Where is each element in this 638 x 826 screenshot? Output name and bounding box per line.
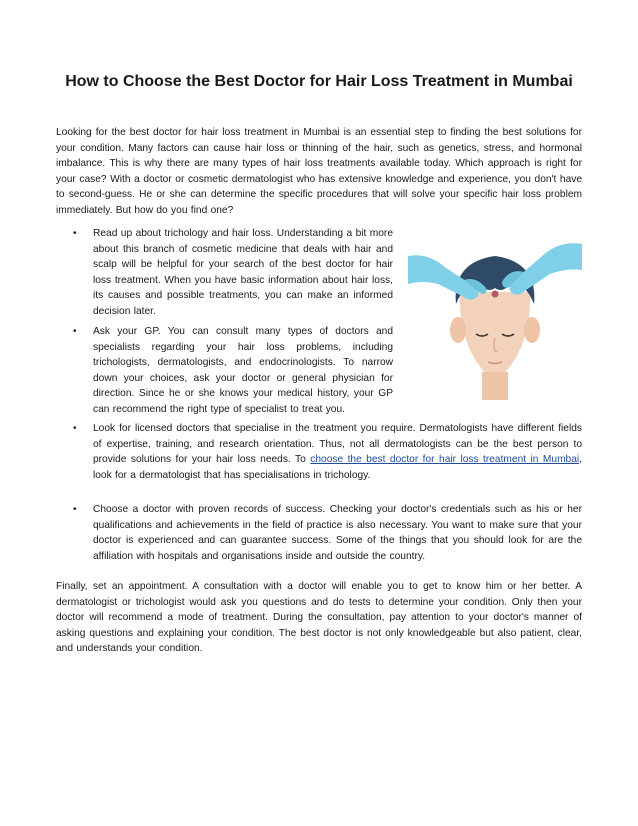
list-item-text-after: , look for a dermatologist that has specialisations in trichology. [93,454,582,481]
bullet-icon: • [73,423,77,434]
doctor-link[interactable]: choose the best doctor for hair loss treatment in Mumbai [310,454,580,466]
list-item-text: Ask your GP. You can consult many types of doctors and specialists regarding your hair loss problems, including trichologists, dermatologists, and endocrinologists. To narrow down your choices, ask your doctor or general physician for direction. Since he or she knows your medical history, your GP can recommend the right type of specialist to treat you. [93,326,393,415]
neck-shape [482,372,508,400]
list-item [73,226,393,320]
left-ear [450,317,466,343]
list-item-text: Read up about trichology and hair loss. Understanding a bit more about this branch of cosmetic medicine that deals with hair and scalp will be helpful for your search of the best doctor for hair loss treatment. When you have basic information about hair loss, its causes and possible treatments, you can make an informed decision later. [93,228,393,317]
right-ear [524,317,540,343]
list-item [73,421,582,483]
page-title: How to Choose the Best Doctor for Hair Loss Treatment in Mumbai [65,73,573,90]
face-shape [460,292,530,382]
scalp-spot [492,291,499,298]
bullet-icon: • [73,228,77,239]
list-item-text-before: Look for licensed doctors that specialise in the treatment you require. Dermatologists have different fields of expertise, training, and research orientation. Thus, not all dermatologists can be the best person to provide solutions for your hair loss needs. To [93,423,582,466]
list-item [73,324,393,418]
bullet-icon: • [73,326,77,337]
intro-paragraph: Looking for the best doctor for hair loss treatment in Mumbai is an essential step to finding the best solutions for your condition. Many factors can cause hair loss or thinning of the hair, such as genetics, stress, and hormonal imbalance. This is why there are many types of hair loss treatments available today. Which approach is right for your case? With a doctor or cosmetic dermatologist who has extensive knowledge and experience, you don't have to second-guess. He or she can determine the specific procedures that will solve your specific hair loss problem immediately. But how do you find one? [56,127,582,216]
closing-paragraph: Finally, set an appointment. A consultation with a doctor will enable you to get to know him or her better. A dermatologist or trichologist would ask you questions and do tests to determine your condition. Only then your doctor will recommend a mode of treatment. During the consultation, pay attention to your doctor's manner of asking questions and explaining your condition. The best doctor is not only knowledgeable but also patient, clear, and understands your condition. [56,581,582,655]
list-item [73,502,582,564]
bullet-icon: • [73,504,77,515]
doctor-examining-scalp-illustration [408,222,582,400]
list-item-text: Choose a doctor with proven records of success. Checking your doctor's credentials such as his or her qualifications and achievements in the field of practice is also necessary. You want to make sure that your doctor is experienced and can guarantee success. Some of the things that you should look for are the affiliation with hospitals and organisations inside and outside the country. [93,504,582,562]
